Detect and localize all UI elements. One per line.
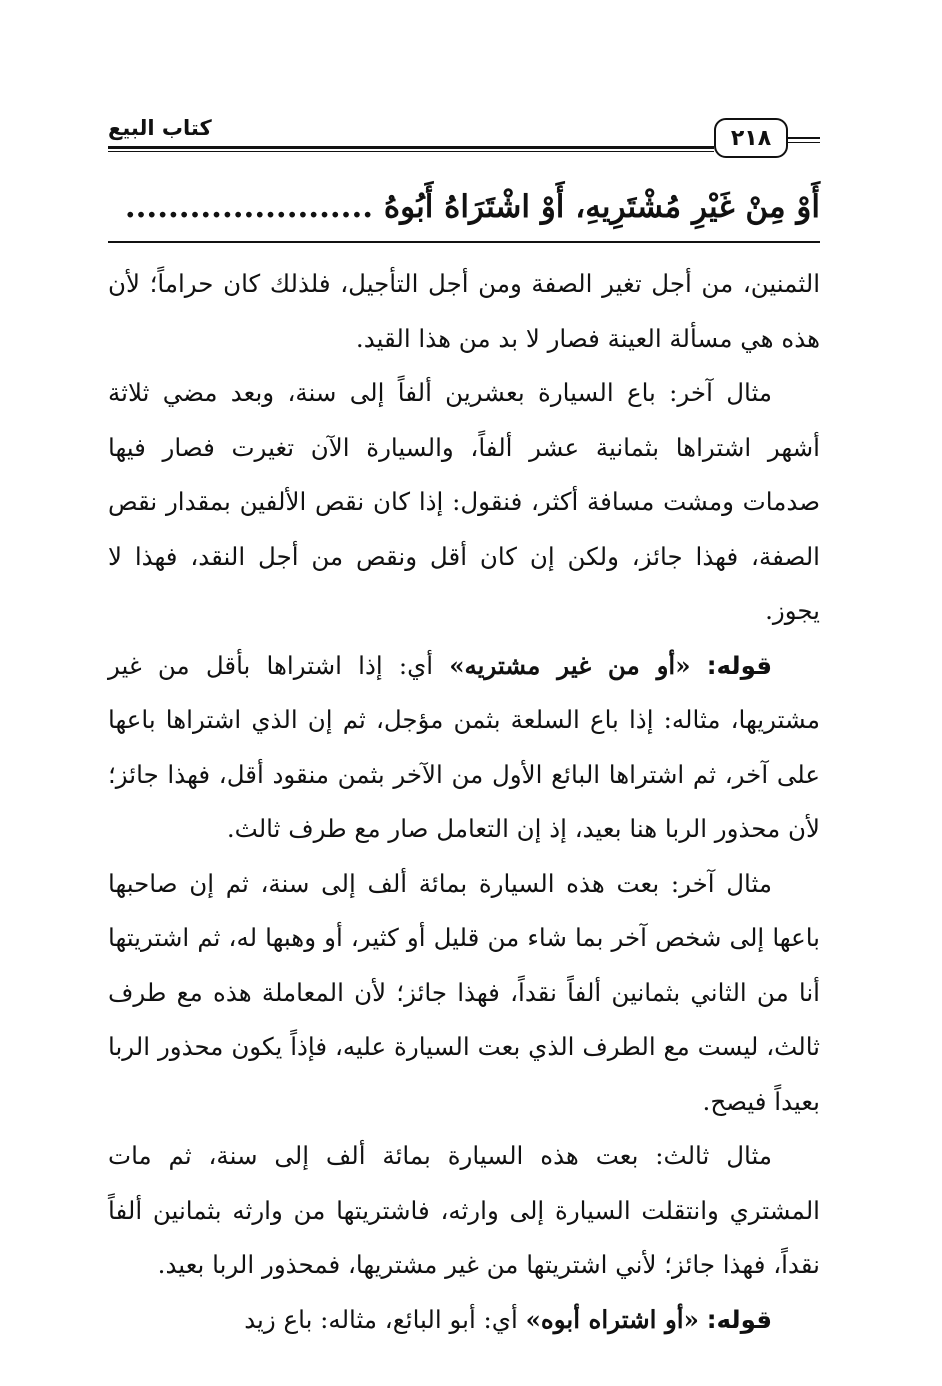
- header-rule-right: [788, 137, 820, 139]
- paragraph: [108, 639, 820, 857]
- book-title: كتاب البيع: [108, 116, 212, 140]
- paragraph: [108, 1293, 820, 1348]
- page-header: [108, 110, 820, 166]
- qawl-lead: قوله:: [706, 1304, 772, 1334]
- header-rule-right-thin: [788, 142, 820, 143]
- commentary-body: [108, 257, 820, 1347]
- paragraph-text: أي: إذا اشتراها بأقل من غير مشتريها، مثاله: إذا باع السلعة بثمن مؤجل، ثم إن الذي اشتراها باعها على آخر، ثم اشتراها البائع الأول من الآخر بثمن منقود أقل، فهذا جائز؛ لأن محذور الربا هنا بعيد، إذ إن التعامل صار مع طرف ثالث.: [108, 650, 820, 843]
- paragraph: [108, 366, 820, 639]
- matn-quote: «أو من غير مشتريه»: [449, 650, 691, 680]
- paragraph: [108, 857, 820, 1130]
- header-rule-thick: [108, 146, 714, 149]
- paragraph: [108, 1129, 820, 1293]
- paragraph-text: مثال ثالث: بعت هذه السيارة بمائة ألف إلى سنة، ثم مات المشتري وانتقلت السيارة إلى وارثه، فاشتريتها من وارثه بثمانين ألفاً نقداً، فهذا جائز؛ لأني اشتريتها من غير مشتريها، فمحذور الربا بعيد.: [108, 1141, 820, 1279]
- paragraph: [108, 257, 820, 366]
- paragraph-text: الثمنين، من أجل تغير الصفة ومن أجل التأجيل، فلذلك كان حراماً؛ لأن هذه هي مسألة العينة فصار لا بد من هذا القيد.: [108, 269, 820, 353]
- qawl-lead: قوله:: [706, 650, 772, 680]
- paragraph-text: مثال آخر: بعت هذه السيارة بمائة ألف إلى سنة، ثم إن صاحبها باعها إلى شخص آخر بما شاء من قليل أو كثير، أو وهبها له، ثم اشتريتها أنا من الثاني بثمانين ألفاً نقداً، فهذا جائز؛ لأن المعاملة هذه مع طرف ثالث، ليست مع الطرف الذي بعت السيارة عليه، فإذاً يكون محذور الربا بعيداً فيصح.: [108, 868, 820, 1116]
- matn-divider: [108, 241, 820, 243]
- matn-text: أَوْ مِنْ غَيْرِ مُشْتَرِيهِ، أَوْ اشْتَرَاهُ أَبُوهُ .......................: [124, 189, 820, 225]
- header-rule-thin: [108, 151, 714, 152]
- page-number: ٢١٨: [714, 118, 788, 158]
- paragraph-text: مثال آخر: باع السيارة بعشرين ألفاً إلى سنة، وبعد مضي ثلاثة أشهر اشتراها بثمانية عشر ألفاً، والسيارة الآن تغيرت فصار فيها صدمات ومشت مسافة أكثر، فنقول: إذا كان نقص الألفين بمقدار نقص الصفة، فهذا جائز، ولكن إن كان أقل ونقص من أجل النقد، فهذا لا يجوز.: [108, 378, 820, 625]
- matn-quote: «أو اشتراه أبوه»: [525, 1304, 699, 1334]
- paragraph-text: أي: أبو البائع، مثاله: باع زيد: [244, 1304, 518, 1334]
